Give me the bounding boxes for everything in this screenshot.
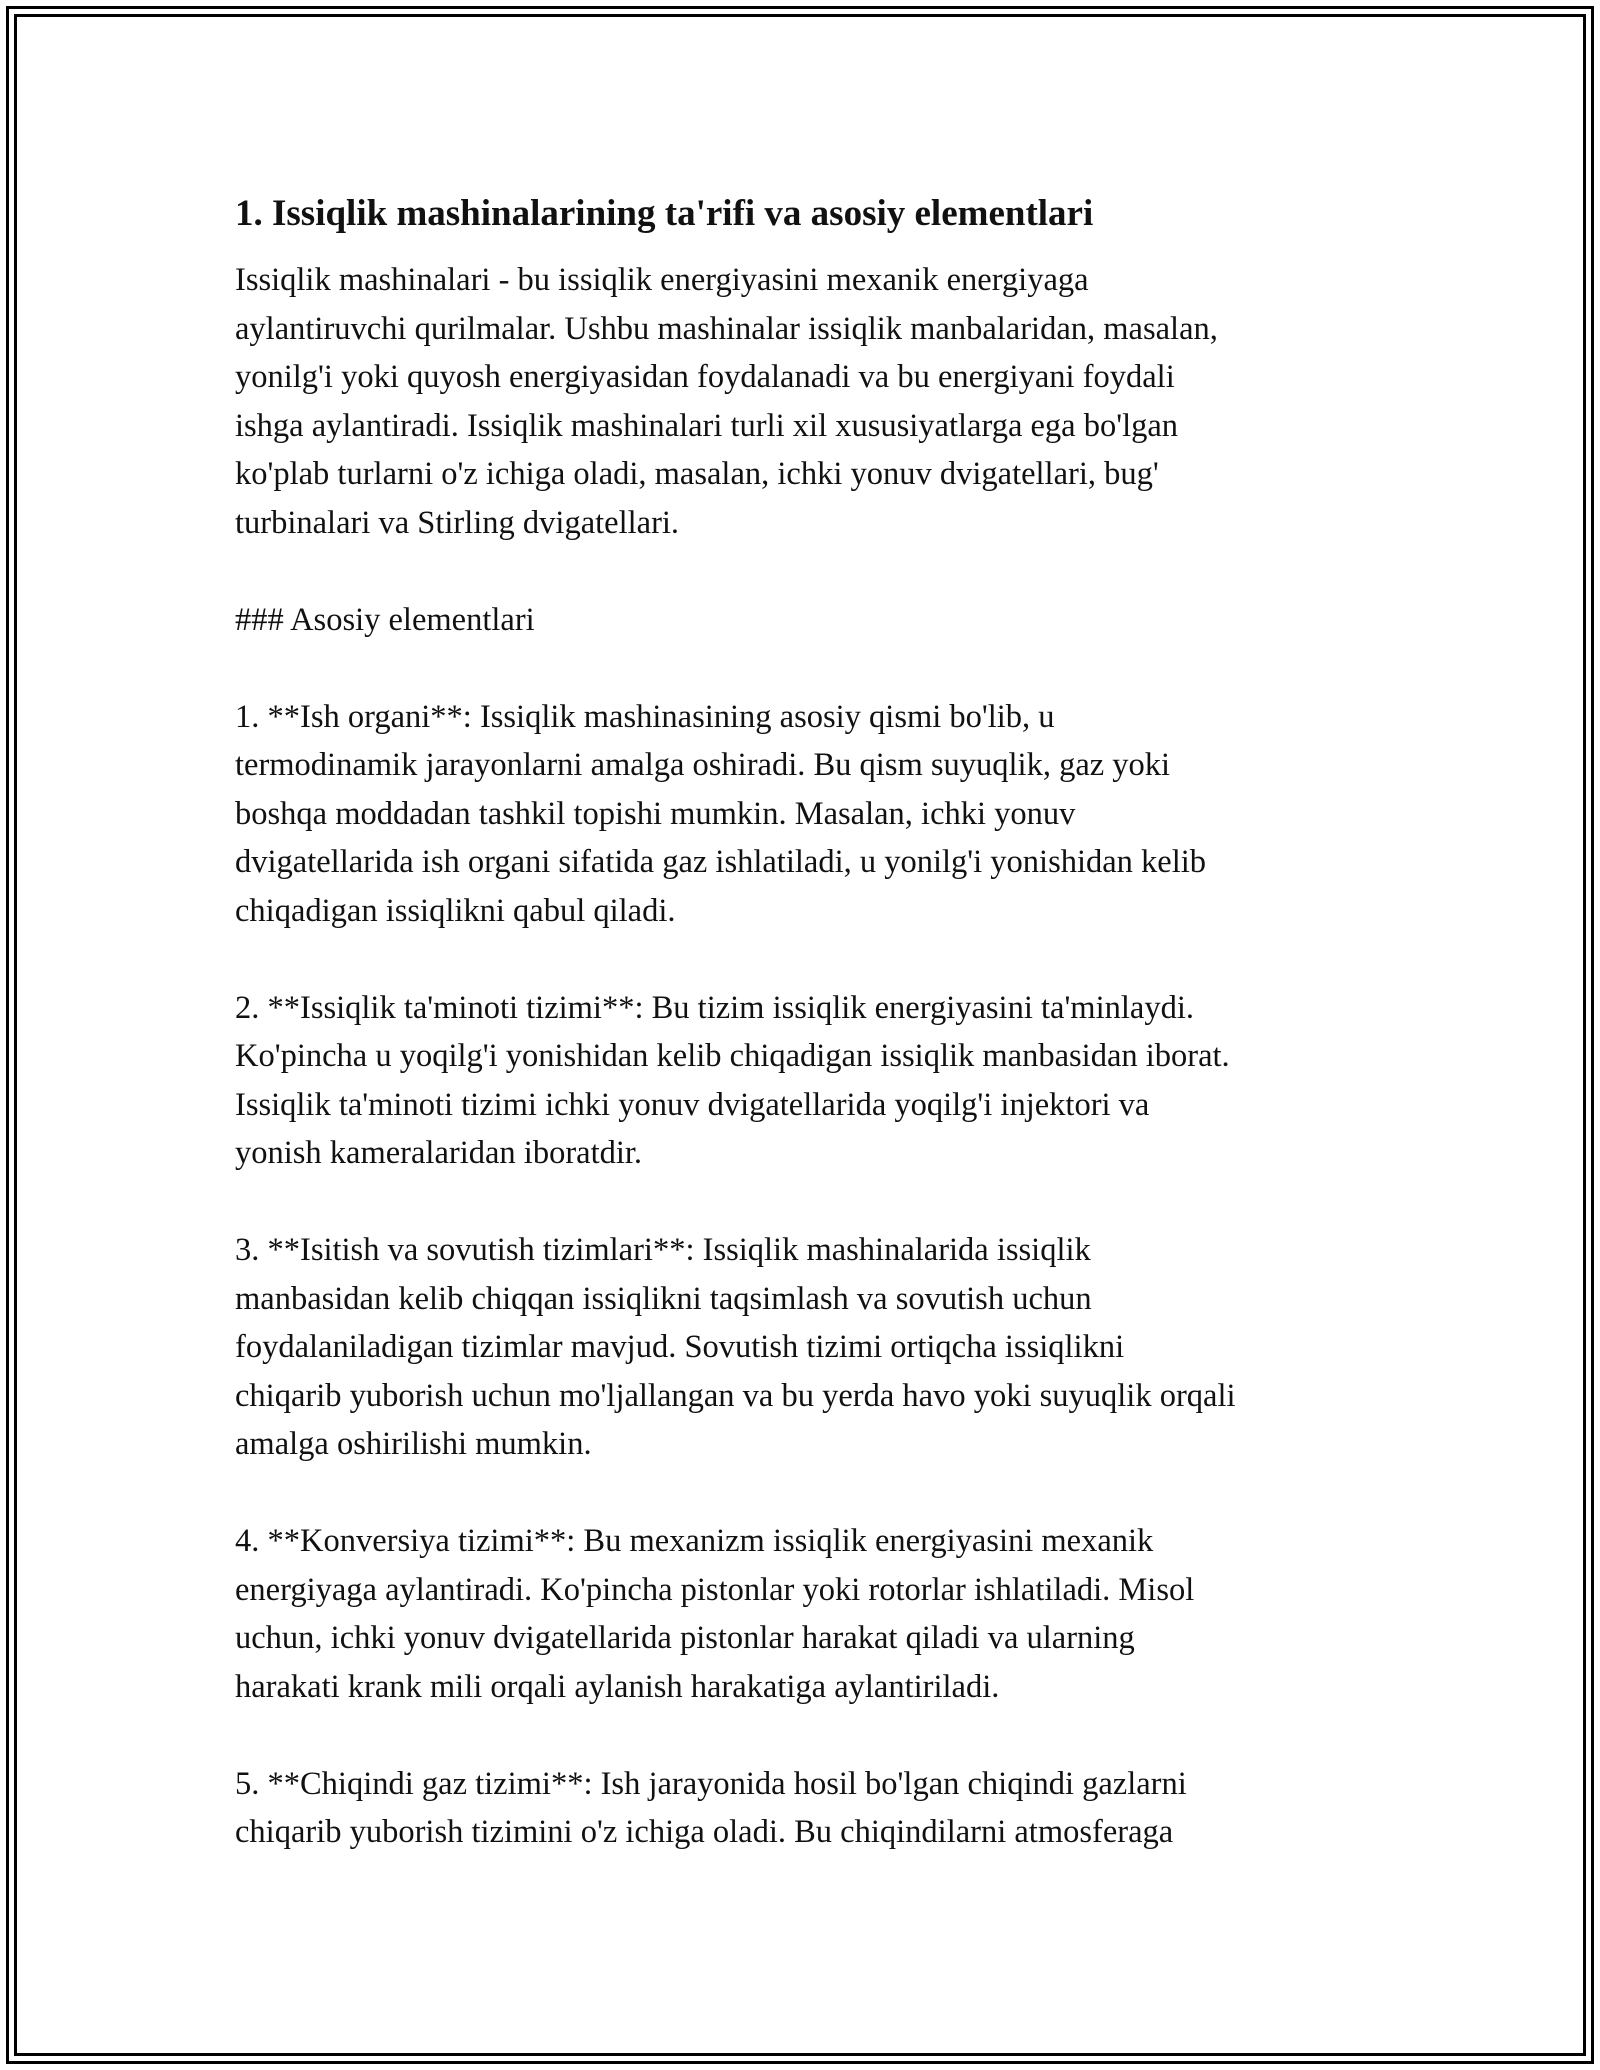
- text-line: dvigatellarida ish organi sifatida gaz ishlatiladi, u yonilg'i yonishidan kelib: [235, 844, 1207, 880]
- document-body: [235, 186, 1385, 1905]
- text-line: amalga oshirilishi mumkin.: [235, 1426, 592, 1462]
- text-line: boshqa moddadan tashkil topishi mumkin. Masalan, ichki yonuv: [235, 795, 1076, 832]
- text-line: turbinalari va Stirling dvigatellari.: [235, 504, 680, 541]
- text-line: energiyaga aylantiradi. Ko'pincha pistonlar yoki rotorlar ishlatiladi. Misol: [235, 1571, 1195, 1608]
- text-line: Ko'pincha u yoqilg'i yonishidan kelib chiqadigan issiqlik manbasidan iborat.: [235, 1038, 1230, 1074]
- text-line: 4. **Konversiya tizimi**: Bu mexanizm issiqlik energiyasini mexanik: [235, 1523, 1154, 1559]
- text-line: Issiqlik mashinalari - bu issiqlik energiyasini mexanik energiyaga: [235, 262, 1089, 298]
- list-item-1-paragraph: [235, 693, 1385, 936]
- text-line: foydalaniladigan tizimlar mavjud. Sovutish tizimi ortiqcha issiqlikni: [235, 1329, 1125, 1365]
- list-item-3-paragraph: [235, 1226, 1385, 1469]
- list-item-4-paragraph: [235, 1517, 1385, 1711]
- text-line: aylantiruvchi qurilmalar. Ushbu mashinalar issiqlik manbalaridan, masalan,: [235, 310, 1218, 347]
- intro-paragraph: [235, 256, 1385, 547]
- section-heading-paragraph: [235, 596, 1385, 645]
- text-line: 1. **Ish organi**: Issiqlik mashinasining asosiy qismi bo'lib, u: [235, 698, 1055, 735]
- text-line: chiqarib yuborish uchun mo'ljallangan va bu yerda havo yoki suyuqlik orqali: [235, 1377, 1236, 1414]
- list-item-5-paragraph: [235, 1760, 1385, 1857]
- text-line: ishga aylantiradi. Issiqlik mashinalari turli xil xususiyatlarga ega bo'lgan: [235, 407, 1179, 444]
- text-line: 3. **Isitish va sovutish tizimlari**: Issiqlik mashinalarida issiqlik: [235, 1232, 1091, 1268]
- text-line: harakati krank mili orqali aylanish harakatiga aylantiriladi.: [235, 1668, 1000, 1705]
- page-title: 1. Issiqlik mashinalarining ta'rifi va asosiy elementlari: [235, 193, 1094, 234]
- text-line: manbasidan kelib chiqqan issiqlikni taqsimlash va sovutish uchun: [235, 1280, 1092, 1317]
- text-line: uchun, ichki yonuv dvigatellarida pistonlar harakat qiladi va ularning: [235, 1620, 1135, 1656]
- list-item-2-paragraph: [235, 984, 1385, 1178]
- text-line: chiqarib yuborish tizimini o'z ichiga oladi. Bu chiqindilarni atmosferaga: [235, 1814, 1174, 1850]
- text-line: Issiqlik ta'minoti tizimi ichki yonuv dvigatellarida yoqilg'i injektori va: [235, 1086, 1150, 1123]
- text-line: yonish kameralaridan iboratdir.: [235, 1135, 643, 1171]
- text-line: 5. **Chiqindi gaz tizimi**: Ish jarayonida hosil bo'lgan chiqindi gazlarni: [235, 1765, 1187, 1802]
- text-line: termodinamik jarayonlarni amalga oshiradi. Bu qism suyuqlik, gaz yoki: [235, 747, 1171, 783]
- text-line: yonilg'i yoki quyosh energiyasidan foydalanadi va bu energiyani foydali: [235, 359, 1175, 395]
- text-line: ko'plab turlarni o'z ichiga oladi, masalan, ichki yonuv dvigatellari, bug': [235, 456, 1159, 492]
- text-line: 2. **Issiqlik ta'minoti tizimi**: Bu tizim issiqlik energiyasini ta'minlaydi.: [235, 989, 1194, 1026]
- section-heading-line: ### Asosiy elementlari: [235, 601, 535, 638]
- text-line: chiqadigan issiqlikni qabul qiladi.: [235, 892, 676, 929]
